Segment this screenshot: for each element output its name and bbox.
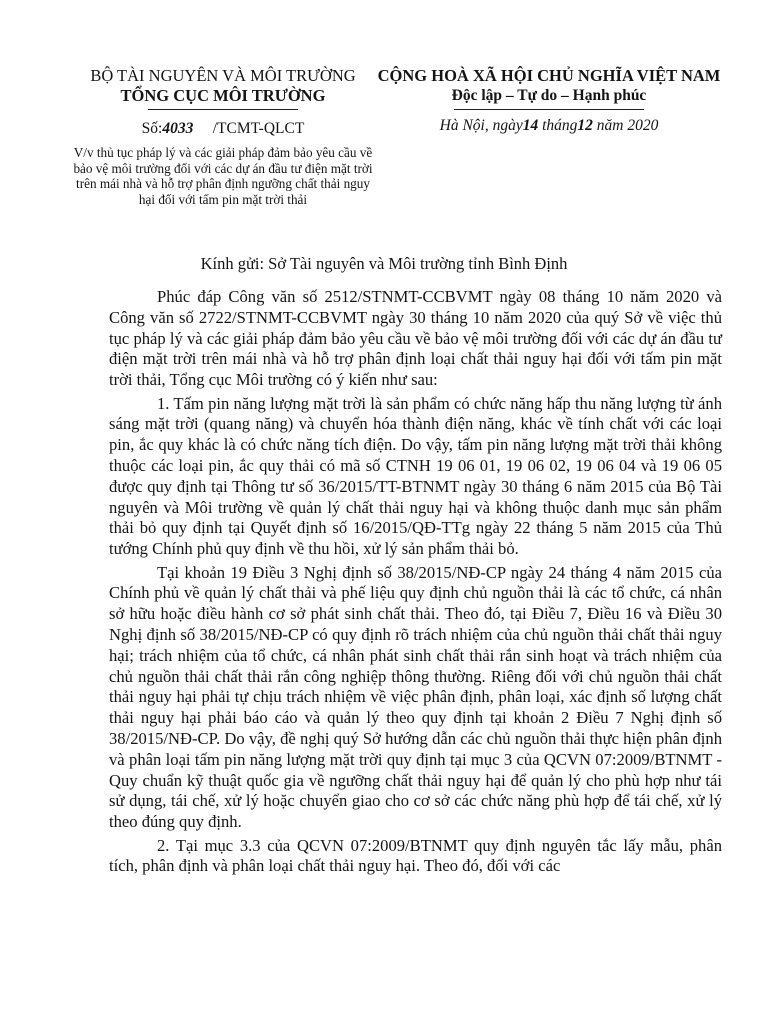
body-paragraph: 1. Tấm pin năng lượng mặt trời là sản phẩm có chức năng hấp thu năng lượng từ ánh sáng mặt trời (quang năng) và chuyển hóa thành điện năng, khác về tính chất với các loại pin, ắc quy khác là có chức năng tích điện. Do vậy, tấm pin năng lượng mặt trời thải không thuộc các loại pin, ắc quy thải có mã số CTNH 19 06 01, 19 06 02, 19 06 04 và 19 06 05 được quy định tại Thông tư số 36/2015/TT-BTNMT ngày 30 tháng 6 năm 2015 của Bộ Tài nguyên và Môi trường về quản lý chất thải nguy hại và không thuộc danh mục sản phẩm thải bỏ quy định tại Quyết định số 16/2015/QĐ-TTg ngày 22 tháng 5 năm 2015 của Thủ tướng Chính phủ quy định về thu hồi, xử lý sản phẩm thải bỏ.	[109, 393, 722, 559]
place-date	[368, 116, 730, 136]
document-subject: V/v thủ tục pháp lý và các giải pháp đảm bảo yêu cầu về bảo vệ môi trường đối với các dự án đầu tư điện mặt trời trên mái nhà và hỗ trợ phân định ngưỡng chất thải nguy hại đối với tấm pin mặt trời thải	[73, 145, 373, 207]
date-month: 12	[577, 117, 593, 134]
document-body	[109, 287, 722, 880]
year-label: năm 2020	[592, 117, 659, 134]
body-paragraph: Phúc đáp Công văn số 2512/STNMT-CCBVMT ngày 08 tháng 10 năm 2020 và Công văn số 2722/STNMT-CCBVMT ngày 30 tháng 10 năm 2020 của quý Sở về việc thủ tục pháp lý và các giải pháp đảm bảo yêu cầu về bảo vệ môi trường đối với các dự án đầu tư điện mặt trời trên mái nhà và hỗ trợ phân định loại chất thải nguy hại đối với tấm pin mặt trời thải, Tổng cục Môi trường có ý kiến như sau:	[109, 287, 722, 390]
doc-number-prefix: Số:	[141, 120, 163, 137]
agency-name: TỔNG CỤC MÔI TRƯỜNG	[120, 86, 326, 105]
recipient-line: Kính gửi: Sở Tài nguyên và Môi trường tỉnh Bình Định	[200, 254, 568, 273]
place-prefix: Hà Nội, ngày	[439, 117, 523, 134]
month-label: tháng	[538, 117, 578, 134]
issuer-block	[70, 66, 376, 207]
document-number	[70, 119, 376, 139]
agency-underline	[148, 109, 298, 110]
national-motto: Độc lập – Tự do – Hạnh phúc	[451, 87, 647, 104]
motto-underline	[454, 109, 644, 110]
ministry-name: BỘ TÀI NGUYÊN VÀ MÔI TRƯỜNG	[90, 66, 356, 85]
doc-code: /TCMT-QLCT	[212, 120, 305, 137]
national-title: CỘNG HOÀ XÃ HỘI CHỦ NGHĨA VIỆT NAM	[377, 66, 721, 85]
date-day: 14	[522, 117, 539, 134]
doc-number-value: 4033	[162, 120, 194, 137]
national-block	[368, 66, 730, 136]
body-paragraph: 2. Tại mục 3.3 của QCVN 07:2009/BTNMT quy định nguyên tắc lấy mẫu, phân tích, phân định và phân loại chất thải nguy hại. Theo đó, đối với các	[109, 835, 722, 876]
body-paragraph: Tại khoản 19 Điều 3 Nghị định số 38/2015/NĐ-CP ngày 24 tháng 4 năm 2015 của Chính phủ về quản lý chất thải và phế liệu quy định chủ nguồn thải là các tổ chức, cá nhân sở hữu hoặc điều hành cơ sở phát sinh chất thải. Theo đó, tại Điều 7, Điều 16 và Điều 30 Nghị định số 38/2015/NĐ-CP có quy định rõ trách nhiệm của chủ nguồn thải chất thải nguy hại; trách nhiệm của tổ chức, cá nhân phát sinh chất thải rắn sinh hoạt và trách nhiệm của chủ nguồn thải chất thải rắn công nghiệp thông thường. Riêng đối với chủ nguồn thải chất thải nguy hại phải tự chịu trách nhiệm về việc phân định, phân loại, xác định số lượng chất thải nguy hại phải báo cáo và quản lý theo quy định tại khoản 2 Điều 7 Nghị định số 38/2015/NĐ-CP. Do vậy, đề nghị quý Sở hướng dẫn các chủ nguồn thải thực hiện phân định và phân loại tấm pin năng lượng mặt trời quy định tại mục 3 của QCVN 07:2009/BTNMT - Quy chuẩn kỹ thuật quốc gia về ngưỡng chất thải nguy hại để quản lý cho phù hợp như tái sử dụng, tái chế, xử lý hoặc chuyển giao cho cơ sở các chức năng phù hợp để tái chế, xử lý theo đúng quy định.	[109, 562, 722, 832]
